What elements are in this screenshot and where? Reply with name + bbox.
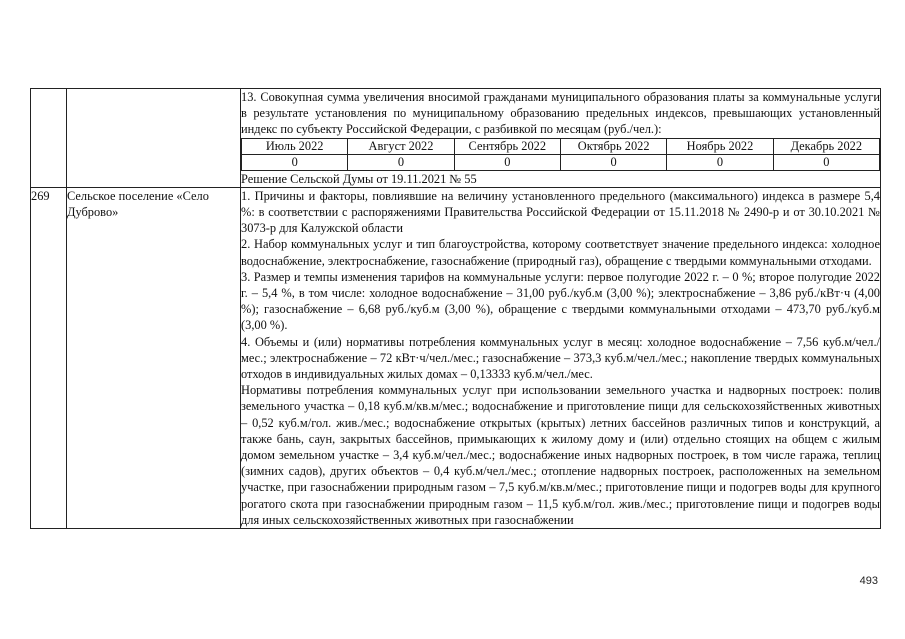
month-value: 0 xyxy=(773,154,879,170)
months-value-row xyxy=(242,154,880,170)
month-header: Декабрь 2022 xyxy=(773,138,879,154)
month-header: Ноябрь 2022 xyxy=(667,138,773,154)
month-header: Август 2022 xyxy=(348,138,454,154)
row-content xyxy=(241,187,881,528)
page-number: 493 xyxy=(859,575,878,587)
tariff-table xyxy=(30,88,881,529)
month-value: 0 xyxy=(242,154,348,170)
paragraph-2: 2. Набор коммунальных услуг и тип благоустройства, которому соответствует значение предельного индекса: холодное водоснабжение, электроснабжение, газоснабжение (природный газ), обращение с твердыми коммунальными отходами. xyxy=(241,237,880,268)
decision-text: Решение Сельской Думы от 19.11.2021 № 55 xyxy=(241,171,477,186)
month-header: Октябрь 2022 xyxy=(560,138,666,154)
month-value: 0 xyxy=(667,154,773,170)
row-number-empty xyxy=(31,89,67,188)
table-row-previous xyxy=(31,89,881,188)
month-value: 0 xyxy=(348,154,454,170)
month-value: 0 xyxy=(560,154,666,170)
month-header: Июль 2022 xyxy=(242,138,348,154)
row-number: 269 xyxy=(31,187,67,528)
item-13-text: 13. Совокупная сумма увеличения вносимой гражданами муниципального образования платы за коммунальные услуги в результате установления по муниципальному образованию предельных индексов, превышающих установленный индекс по субъекту Российской Федерации, с разбивкой по месяцам (руб./чел.): xyxy=(241,90,880,137)
paragraph-1: 1. Причины и факторы, повлиявшие на величину установленного предельного (максимального) индекса в размере 5,4 %: в соответствии с распоряжениями Правительства Российской Федерации от 15.11.2018 № 2490-р и от 30.10.2021 № 3073-р для Калужской области xyxy=(241,188,880,236)
row-name-empty xyxy=(67,89,241,188)
table-row-269 xyxy=(31,187,881,528)
paragraph-norms: Нормативы потребления коммунальных услуг при использовании земельного участка и надворных построек: полив земельного участка – 0,18 куб.м/кв.м/мес.; водоснабжение и приготовление пищи для сельскохозяйственных животных – 0,52 куб.м/гол. жив./мес.; водоснабжение открытых (крытых) летних бассейнов различных типов и конструкций, а также бань, саун, закрытых бассейнов, примыкающих к жилому дому и (или) отдельно стоящих на общем с жилым домом земельном участке – 3,4 куб.м/чел./мес.; водоснабжение иных надворных построек, в том числе гаража, теплиц (зимних садов), других объектов – 0,4 куб.м/чел./мес.; отопление надворных построек, расположенных на земельном участке, при газоснабжении природным газом – 7,5 куб.м/кв.м/мес.; приготовление пищи и подогрев воды для крупного рогатого скота при газоснабжении природным газом – 11,5 куб.м/гол. жив./мес.; приготовление пищи и подогрев воды для иных сельскохозяйственных животных при газоснабжении xyxy=(241,383,880,527)
months-header-row xyxy=(242,138,880,154)
month-header: Сентябрь 2022 xyxy=(454,138,560,154)
row-content xyxy=(241,89,881,188)
monthly-table xyxy=(241,138,880,171)
month-value: 0 xyxy=(454,154,560,170)
municipality-name: Сельское поселение «Село Дуброво» xyxy=(67,187,241,528)
paragraph-3: 3. Размер и темпы изменения тарифов на коммунальные услуги: первое полугодие 2022 г. – 0 %; второе полугодие 2022 г. – 5,4 %, в том числе: холодное водоснабжение – 31,00 руб./куб.м (3,00 %); электроснабжение – 3,86 руб./кВт·ч (4,00 %); газоснабжение – 6,68 руб./куб.м (3,00 %), обращение с твердыми коммунальными отходами – 473,70 руб./куб.м (3,00 %). xyxy=(241,269,880,333)
paragraph-4: 4. Объемы и (или) нормативы потребления коммунальных услуг в месяц: холодное водоснабжение – 7,56 куб.м/чел./мес.; электроснабжение – 72 кВт·ч/чел./мес.; газоснабжение – 373,3 куб.м/чел./мес.; накопление твердых коммунальных отходов в индивидуальных жилых домах – 0,13333 куб.м/чел./мес. xyxy=(241,334,880,382)
